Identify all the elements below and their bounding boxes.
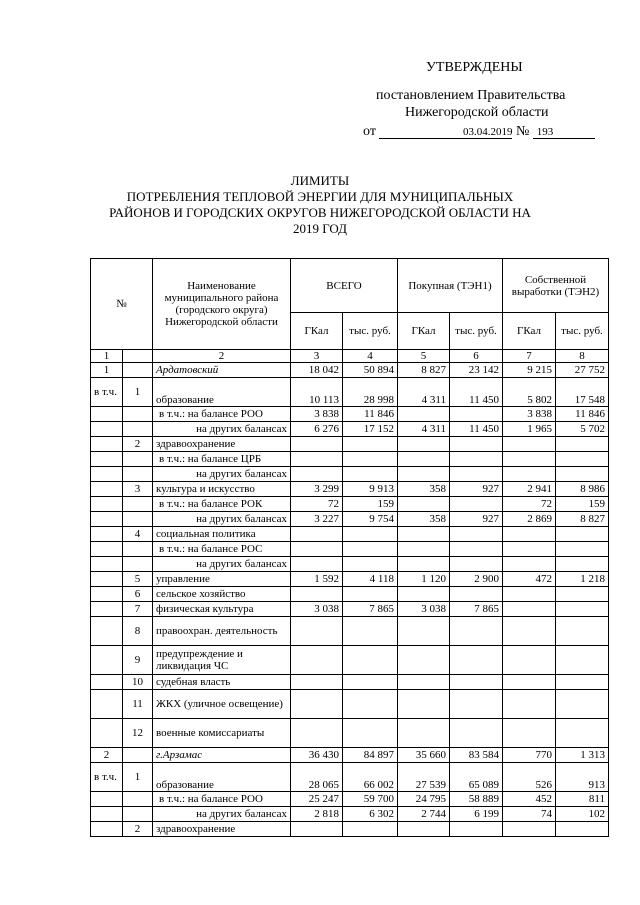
value-cell <box>556 719 609 748</box>
row-number-cell <box>91 437 123 452</box>
document-title <box>0 173 640 237</box>
row-subnumber-cell <box>123 407 153 422</box>
value-cell <box>503 467 556 482</box>
value-cell <box>450 675 503 690</box>
value-cell <box>503 822 556 837</box>
row-name-cell: управление <box>153 572 291 587</box>
table-row <box>91 690 609 719</box>
row-number-cell <box>91 807 123 822</box>
value-cell <box>503 452 556 467</box>
value-cell: 17 152 <box>343 422 398 437</box>
row-name-cell: культура и искусство <box>153 482 291 497</box>
row-subnumber-cell: 3 <box>123 482 153 497</box>
unit-rub: тыс. руб. <box>556 313 609 350</box>
value-cell <box>556 617 609 646</box>
value-cell: 59 700 <box>343 792 398 807</box>
value-cell <box>291 587 343 602</box>
row-number-cell <box>91 557 123 572</box>
row-name-cell: правоохран. деятельность <box>153 617 291 646</box>
value-cell <box>450 452 503 467</box>
table-row <box>91 572 609 587</box>
value-cell: 927 <box>450 482 503 497</box>
value-cell: 72 <box>291 497 343 512</box>
row-subnumber-cell <box>123 422 153 437</box>
row-name-cell: сельское хозяйство <box>153 587 291 602</box>
value-cell: 11 846 <box>556 407 609 422</box>
value-cell <box>503 675 556 690</box>
unit-gcal: ГКал <box>291 313 343 350</box>
table-row <box>91 675 609 690</box>
decree-line2: Нижегородской области <box>405 105 549 120</box>
value-cell: 9 754 <box>343 512 398 527</box>
value-cell <box>450 617 503 646</box>
row-subnumber-cell: 7 <box>123 602 153 617</box>
row-subnumber-cell <box>123 557 153 572</box>
table-row <box>91 527 609 542</box>
row-number-cell: 1 <box>91 363 123 378</box>
value-cell: 35 660 <box>398 748 450 763</box>
value-cell <box>503 602 556 617</box>
value-cell: 66 002 <box>343 763 398 792</box>
row-name-cell: в т.ч.: на балансе ЦРБ <box>153 452 291 467</box>
row-name-cell: ЖКХ (уличное освещение) <box>153 690 291 719</box>
value-cell <box>343 675 398 690</box>
header-name: Наименование муниципального района (городского округа) Нижегородской области <box>153 259 291 350</box>
value-cell: 9 215 <box>503 363 556 378</box>
row-subnumber-cell: 1 <box>123 763 153 792</box>
row-number-cell <box>91 542 123 557</box>
value-cell: 8 827 <box>398 363 450 378</box>
value-cell: 11 846 <box>343 407 398 422</box>
table-row <box>91 807 609 822</box>
value-cell <box>450 497 503 512</box>
value-cell <box>398 617 450 646</box>
value-cell: 1 218 <box>556 572 609 587</box>
value-cell <box>450 719 503 748</box>
value-cell: 28 065 <box>291 763 343 792</box>
row-subnumber-cell: 5 <box>123 572 153 587</box>
value-cell: 83 584 <box>450 748 503 763</box>
unit-gcal: ГКал <box>503 313 556 350</box>
row-subnumber-cell <box>123 452 153 467</box>
row-subnumber-cell: 8 <box>123 617 153 646</box>
row-subnumber-cell <box>123 467 153 482</box>
value-cell: 1 313 <box>556 748 609 763</box>
value-cell: 36 430 <box>291 748 343 763</box>
value-cell <box>343 437 398 452</box>
row-subnumber-cell: 12 <box>123 719 153 748</box>
value-cell <box>343 467 398 482</box>
value-cell: 9 913 <box>343 482 398 497</box>
row-subnumber-cell <box>123 512 153 527</box>
value-cell: 27 752 <box>556 363 609 378</box>
limits-table <box>90 258 609 837</box>
value-cell <box>343 587 398 602</box>
value-cell: 17 548 <box>556 378 609 407</box>
row-name-cell: образование <box>153 378 291 407</box>
value-cell: 159 <box>343 497 398 512</box>
value-cell <box>291 527 343 542</box>
row-subnumber-cell: 10 <box>123 675 153 690</box>
row-subnumber-cell: 1 <box>123 378 153 407</box>
row-number-cell <box>91 675 123 690</box>
value-cell: 23 142 <box>450 363 503 378</box>
value-cell: 7 865 <box>450 602 503 617</box>
value-cell: 8 827 <box>556 512 609 527</box>
row-name-cell: образование <box>153 763 291 792</box>
table-row <box>91 363 609 378</box>
value-cell <box>343 527 398 542</box>
row-name-cell: на других балансах <box>153 467 291 482</box>
value-cell <box>503 587 556 602</box>
value-cell: 2 900 <box>450 572 503 587</box>
row-number-cell <box>91 482 123 497</box>
row-subnumber-cell <box>123 807 153 822</box>
value-cell <box>450 822 503 837</box>
value-cell: 4 311 <box>398 378 450 407</box>
row-name-cell: на других балансах <box>153 422 291 437</box>
decree-line1: постановлением Правительства <box>376 88 566 103</box>
value-cell: 358 <box>398 482 450 497</box>
value-cell: 3 299 <box>291 482 343 497</box>
table-row <box>91 422 609 437</box>
row-number-cell <box>91 422 123 437</box>
value-cell <box>556 467 609 482</box>
row-number-cell <box>91 587 123 602</box>
value-cell <box>398 557 450 572</box>
row-name-cell: Ардатовский <box>153 363 291 378</box>
value-cell <box>503 646 556 675</box>
value-cell: 3 038 <box>398 602 450 617</box>
value-cell: 11 450 <box>450 422 503 437</box>
value-cell <box>556 542 609 557</box>
value-cell: 4 118 <box>343 572 398 587</box>
table-row <box>91 617 609 646</box>
row-name-cell: на других балансах <box>153 512 291 527</box>
value-cell: 913 <box>556 763 609 792</box>
value-cell: 2 869 <box>503 512 556 527</box>
value-cell <box>450 437 503 452</box>
value-cell <box>398 542 450 557</box>
value-cell: 50 894 <box>343 363 398 378</box>
decree-number: 193 <box>533 126 595 139</box>
value-cell <box>291 467 343 482</box>
value-cell <box>291 617 343 646</box>
index-cell: 1 <box>91 350 123 363</box>
value-cell <box>398 690 450 719</box>
row-subnumber-cell: 4 <box>123 527 153 542</box>
row-name-cell: в т.ч.: на балансе РОО <box>153 407 291 422</box>
row-subnumber-cell: 2 <box>123 822 153 837</box>
table-row <box>91 763 609 792</box>
value-cell <box>398 407 450 422</box>
row-name-cell: на других балансах <box>153 557 291 572</box>
value-cell <box>343 719 398 748</box>
index-cell: 4 <box>343 350 398 363</box>
approved-label: УТВЕРЖДЕНЫ <box>426 60 523 75</box>
value-cell <box>503 437 556 452</box>
value-cell: 358 <box>398 512 450 527</box>
value-cell <box>343 542 398 557</box>
number-sign: № <box>515 124 530 139</box>
value-cell <box>450 527 503 542</box>
row-subnumber-cell <box>123 748 153 763</box>
row-subnumber-cell: 2 <box>123 437 153 452</box>
value-cell <box>398 587 450 602</box>
value-cell <box>450 467 503 482</box>
row-name-cell: социальная политика <box>153 527 291 542</box>
value-cell: 18 042 <box>291 363 343 378</box>
table-row <box>91 378 609 407</box>
from-label: от <box>363 124 376 139</box>
value-cell: 1 592 <box>291 572 343 587</box>
row-number-cell <box>91 719 123 748</box>
index-cell: 2 <box>153 350 291 363</box>
row-subnumber-cell <box>123 542 153 557</box>
value-cell <box>291 719 343 748</box>
value-cell: 3 838 <box>503 407 556 422</box>
value-cell <box>556 587 609 602</box>
value-cell: 1 120 <box>398 572 450 587</box>
table-row <box>91 719 609 748</box>
value-cell: 72 <box>503 497 556 512</box>
row-number-cell <box>91 467 123 482</box>
row-number-cell: в т.ч. <box>91 763 123 792</box>
unit-rub: тыс. руб. <box>450 313 503 350</box>
value-cell <box>556 437 609 452</box>
row-number-cell <box>91 527 123 542</box>
value-cell: 5 702 <box>556 422 609 437</box>
value-cell <box>291 690 343 719</box>
value-cell <box>398 822 450 837</box>
row-name-cell: предупреждение и ликвидация ЧС <box>153 646 291 675</box>
value-cell: 74 <box>503 807 556 822</box>
value-cell <box>291 452 343 467</box>
value-cell <box>343 690 398 719</box>
value-cell <box>398 467 450 482</box>
value-cell: 6 199 <box>450 807 503 822</box>
row-number-cell <box>91 497 123 512</box>
index-cell-empty <box>123 350 153 363</box>
row-name-cell: в т.ч.: на балансе РОС <box>153 542 291 557</box>
value-cell: 472 <box>503 572 556 587</box>
value-cell: 28 998 <box>343 378 398 407</box>
row-name-cell: г.Арзамас <box>153 748 291 763</box>
title-line3: РАЙОНОВ И ГОРОДСКИХ ОКРУГОВ НИЖЕГОРОДСКОЙ ОБЛАСТИ НА <box>109 205 531 220</box>
value-cell: 2 744 <box>398 807 450 822</box>
value-cell <box>556 690 609 719</box>
value-cell <box>291 646 343 675</box>
table-row <box>91 748 609 763</box>
row-subnumber-cell <box>123 497 153 512</box>
table-row <box>91 602 609 617</box>
value-cell: 3 038 <box>291 602 343 617</box>
row-name-cell: здравоохранение <box>153 822 291 837</box>
value-cell: 3 838 <box>291 407 343 422</box>
header-total: ВСЕГО <box>291 259 398 313</box>
title-line1: ЛИМИТЫ <box>290 173 350 188</box>
index-cell: 7 <box>503 350 556 363</box>
value-cell: 84 897 <box>343 748 398 763</box>
value-cell <box>556 675 609 690</box>
row-name-cell: в т.ч.: на балансе РОО <box>153 792 291 807</box>
row-number-cell <box>91 617 123 646</box>
value-cell: 102 <box>556 807 609 822</box>
value-cell: 927 <box>450 512 503 527</box>
row-subnumber-cell: 11 <box>123 690 153 719</box>
table-row <box>91 646 609 675</box>
value-cell <box>398 675 450 690</box>
title-line4: 2019 ГОД <box>292 221 348 236</box>
value-cell: 3 227 <box>291 512 343 527</box>
value-cell: 159 <box>556 497 609 512</box>
table-row <box>91 512 609 527</box>
value-cell <box>450 646 503 675</box>
value-cell: 5 802 <box>503 378 556 407</box>
value-cell <box>450 557 503 572</box>
value-cell <box>398 646 450 675</box>
table-row <box>91 822 609 837</box>
value-cell <box>503 557 556 572</box>
row-number-cell <box>91 646 123 675</box>
value-cell <box>503 719 556 748</box>
unit-rub: тыс. руб. <box>343 313 398 350</box>
value-cell: 2 941 <box>503 482 556 497</box>
index-cell: 8 <box>556 350 609 363</box>
index-cell: 6 <box>450 350 503 363</box>
value-cell <box>556 822 609 837</box>
value-cell <box>343 557 398 572</box>
value-cell: 2 818 <box>291 807 343 822</box>
value-cell: 1 965 <box>503 422 556 437</box>
value-cell <box>450 542 503 557</box>
row-subnumber-cell <box>123 792 153 807</box>
row-number-cell <box>91 792 123 807</box>
value-cell <box>343 452 398 467</box>
value-cell: 4 311 <box>398 422 450 437</box>
value-cell: 11 450 <box>450 378 503 407</box>
row-number-cell: 2 <box>91 748 123 763</box>
value-cell: 58 889 <box>450 792 503 807</box>
value-cell <box>398 497 450 512</box>
table-row <box>91 437 609 452</box>
row-number-cell <box>91 690 123 719</box>
value-cell <box>556 602 609 617</box>
value-cell <box>503 527 556 542</box>
table-row <box>91 542 609 557</box>
value-cell <box>291 437 343 452</box>
row-name-cell: физическая культура <box>153 602 291 617</box>
row-number-cell <box>91 512 123 527</box>
value-cell <box>503 690 556 719</box>
value-cell <box>450 407 503 422</box>
value-cell: 811 <box>556 792 609 807</box>
row-name-cell: здравоохранение <box>153 437 291 452</box>
value-cell: 452 <box>503 792 556 807</box>
value-cell <box>556 452 609 467</box>
unit-gcal: ГКал <box>398 313 450 350</box>
value-cell: 65 089 <box>450 763 503 792</box>
value-cell: 10 113 <box>291 378 343 407</box>
title-line2: ПОТРЕБЛЕНИЯ ТЕПЛОВОЙ ЭНЕРГИИ ДЛЯ МУНИЦИПАЛЬНЫХ <box>126 189 514 204</box>
value-cell <box>398 437 450 452</box>
row-name-cell: военные комиссариаты <box>153 719 291 748</box>
row-subnumber-cell: 6 <box>123 587 153 602</box>
value-cell: 25 247 <box>291 792 343 807</box>
index-cell: 5 <box>398 350 450 363</box>
value-cell <box>450 587 503 602</box>
value-cell <box>450 690 503 719</box>
value-cell: 770 <box>503 748 556 763</box>
table-row <box>91 497 609 512</box>
value-cell <box>398 452 450 467</box>
value-cell <box>291 822 343 837</box>
value-cell <box>291 557 343 572</box>
value-cell <box>556 527 609 542</box>
value-cell <box>503 617 556 646</box>
table-row <box>91 792 609 807</box>
value-cell: 6 302 <box>343 807 398 822</box>
value-cell: 7 865 <box>343 602 398 617</box>
row-name-cell: судебная власть <box>153 675 291 690</box>
decree-date: 03.04.2019 <box>379 126 512 139</box>
table-row <box>91 407 609 422</box>
table-row <box>91 482 609 497</box>
row-number-cell <box>91 407 123 422</box>
row-number-cell <box>91 452 123 467</box>
header-own: Собственной выработки (ТЭН2) <box>503 259 609 313</box>
value-cell <box>398 527 450 542</box>
header-number: № <box>91 259 153 350</box>
header-purchased: Покупная (ТЭН1) <box>398 259 503 313</box>
value-cell <box>503 542 556 557</box>
value-cell: 526 <box>503 763 556 792</box>
value-cell <box>343 617 398 646</box>
row-subnumber-cell <box>123 363 153 378</box>
decree-date-line <box>363 124 595 140</box>
row-number-cell: в т.ч. <box>91 378 123 407</box>
table-row <box>91 467 609 482</box>
value-cell <box>291 542 343 557</box>
table-row <box>91 587 609 602</box>
row-name-cell: на других балансах <box>153 807 291 822</box>
table-row <box>91 557 609 572</box>
value-cell <box>291 675 343 690</box>
value-cell <box>343 822 398 837</box>
row-subnumber-cell: 9 <box>123 646 153 675</box>
value-cell <box>556 557 609 572</box>
row-number-cell <box>91 602 123 617</box>
row-number-cell <box>91 572 123 587</box>
value-cell <box>556 646 609 675</box>
value-cell: 27 539 <box>398 763 450 792</box>
value-cell: 24 795 <box>398 792 450 807</box>
value-cell <box>398 719 450 748</box>
index-cell: 3 <box>291 350 343 363</box>
row-number-cell <box>91 822 123 837</box>
value-cell <box>343 646 398 675</box>
row-name-cell: в т.ч.: на балансе РОК <box>153 497 291 512</box>
table-row <box>91 452 609 467</box>
value-cell: 6 276 <box>291 422 343 437</box>
value-cell: 8 986 <box>556 482 609 497</box>
